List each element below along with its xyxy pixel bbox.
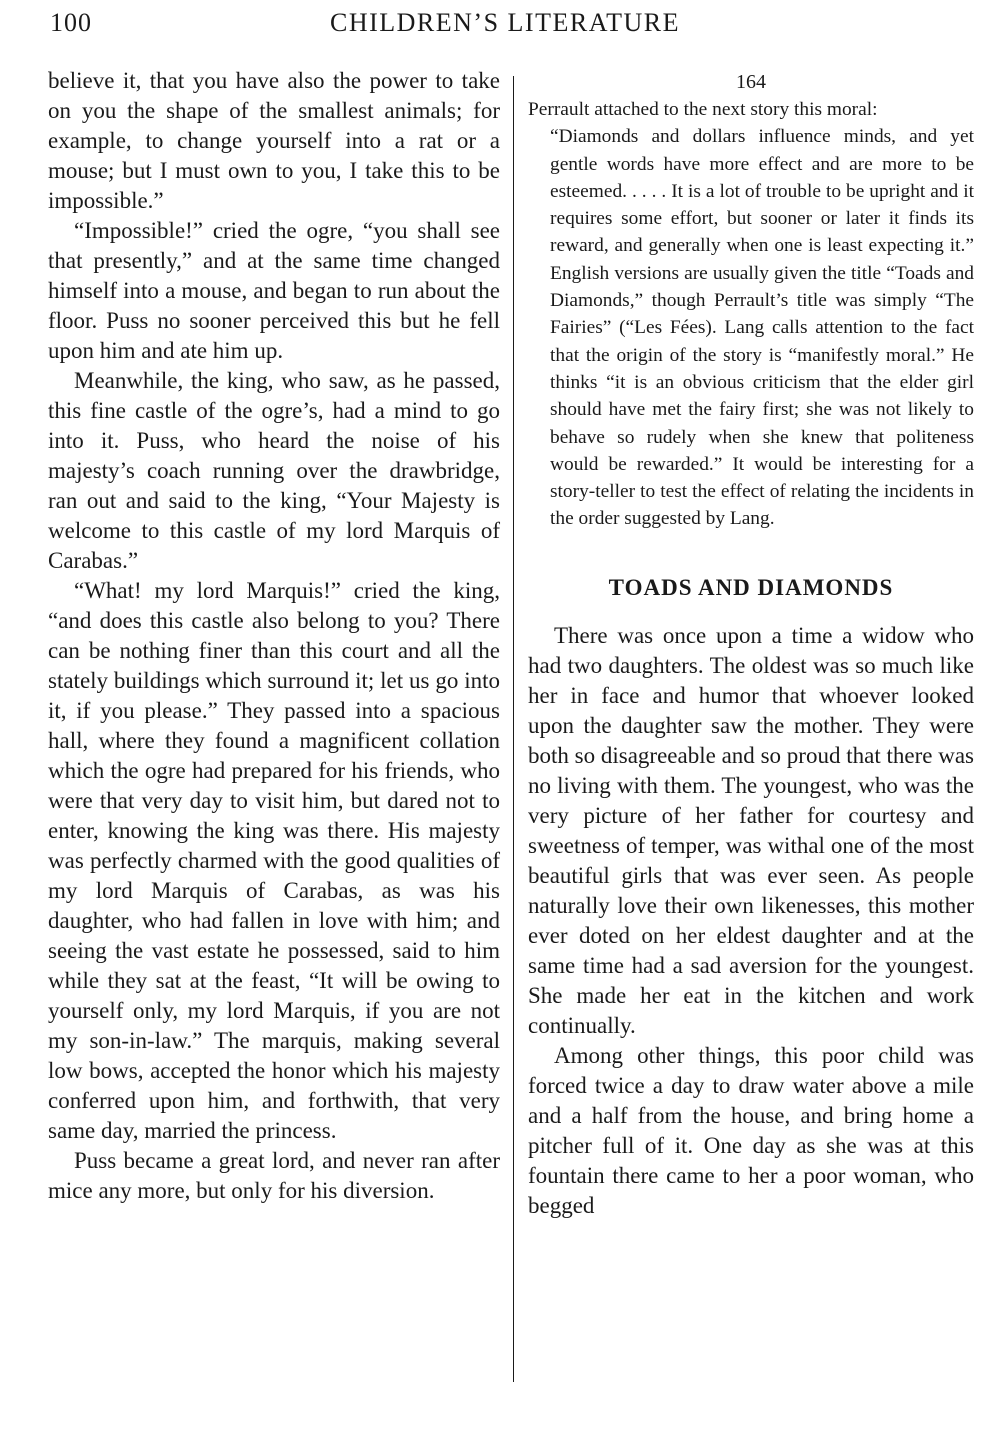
right-paragraph-2: Among other things, this poor child was forced twice a day to draw water above a mile and a half from the house, and bring home a pitcher full of it. One day as she was at this fountain there came to her a poor woman, who begged [528, 1042, 974, 1218]
left-paragraph-5: Puss became a great lord, and never ran after mice any more, but only for his diversion. [48, 1148, 500, 1203]
footnote [528, 70, 974, 533]
right-column [528, 70, 974, 1221]
note-number: 164 [736, 71, 766, 93]
note-text: “Diamonds and dollars influence minds, and yet gentle words have more effect and are more to be esteemed. . . . . It is a lot of trouble to be upright and it requires some effort, but sooner or later it finds its reward, and generally when one is least expecting it.” English versions are usually given the title “Toads and Diamonds,” though Perrault’s title was simply “The Fairies” (“Les Fées). Lang calls attention to the fact that the origin of the story is “manifestly moral.” He thinks “it is an obvious criticism that the elder girl should have met the fairy first; she was not likely to behave so rudely when she knew that politeness would be rewarded.” It would be interesting for a story-teller to test the effect of relating the incidents in the order suggested by Lang. [550, 126, 974, 530]
left-paragraph-1: believe it, that you have also the power to take on you the shape of the smallest animals; for example, to change yourself into a rat or a mouse; but I must own to you, I take this to be impossible.” [48, 68, 500, 213]
left-paragraph-4: “What! my lord Marquis!” cried the king, “and does this castle also belong to you? There can be nothing finer than this court and all the stately buildings which surround it; let us go into it, if you please.” They passed into a spacious hall, where they found a magnificent collation which the ogre had prepared for his friends, who were that very day to visit him, but dared not to enter, knowing the king was there. His majesty was perfectly charmed with the good qualities of my lord Marquis of Carabas, as was his daughter, who had fallen in love with him; and seeing the vast estate he possessed, said to him while they sat at the feast, “It will be owing to yourself only, my lord Marquis, if you are not my son-in-law.” The marquis, making several low bows, accepted the honor which his majesty conferred upon him, and forthwith, that very same day, married the princess. [48, 578, 500, 1143]
left-paragraph-3: Meanwhile, the king, who saw, as he passed, this fine castle of the ogre’s, had a mind to go into it. Puss, who heard the noise of his majesty’s coach running over the drawbridge, ran out and said to the king, “Your Majesty is welcome to this castle of my lord Marquis of Carabas.” [48, 368, 500, 573]
note-intro: Perrault attached to the next story this moral: [528, 99, 878, 120]
left-column [48, 66, 500, 1206]
right-paragraph-1: There was once upon a time a widow who had two daughters. The oldest was so much like her in face and humor that whoever looked upon the daughter saw the mother. They were both so disagreeable and so proud that there was no living with them. The youngest, who was the very picture of her father for courtesy and sweetness of temper, was withal one of the most beautiful girls that was ever seen. As people naturally love their own likenesses, this mother ever doted on her eldest daughter and at the same time had a sad aversion for the youngest. She made her eat in the kitchen and work continually. [528, 622, 974, 1038]
column-divider [513, 76, 514, 1382]
left-paragraph-2: “Impossible!” cried the ogre, “you shall see that presently,” and at the same time changed himself into a mouse, and began to run about the floor. Puss no sooner perceived this but he fell upon him and ate him up. [48, 218, 500, 363]
running-title: CHILDREN’S LITERATURE [330, 8, 680, 37]
page-number: 100 [50, 8, 92, 37]
story-title: TOADS AND DIAMONDS [608, 574, 894, 600]
